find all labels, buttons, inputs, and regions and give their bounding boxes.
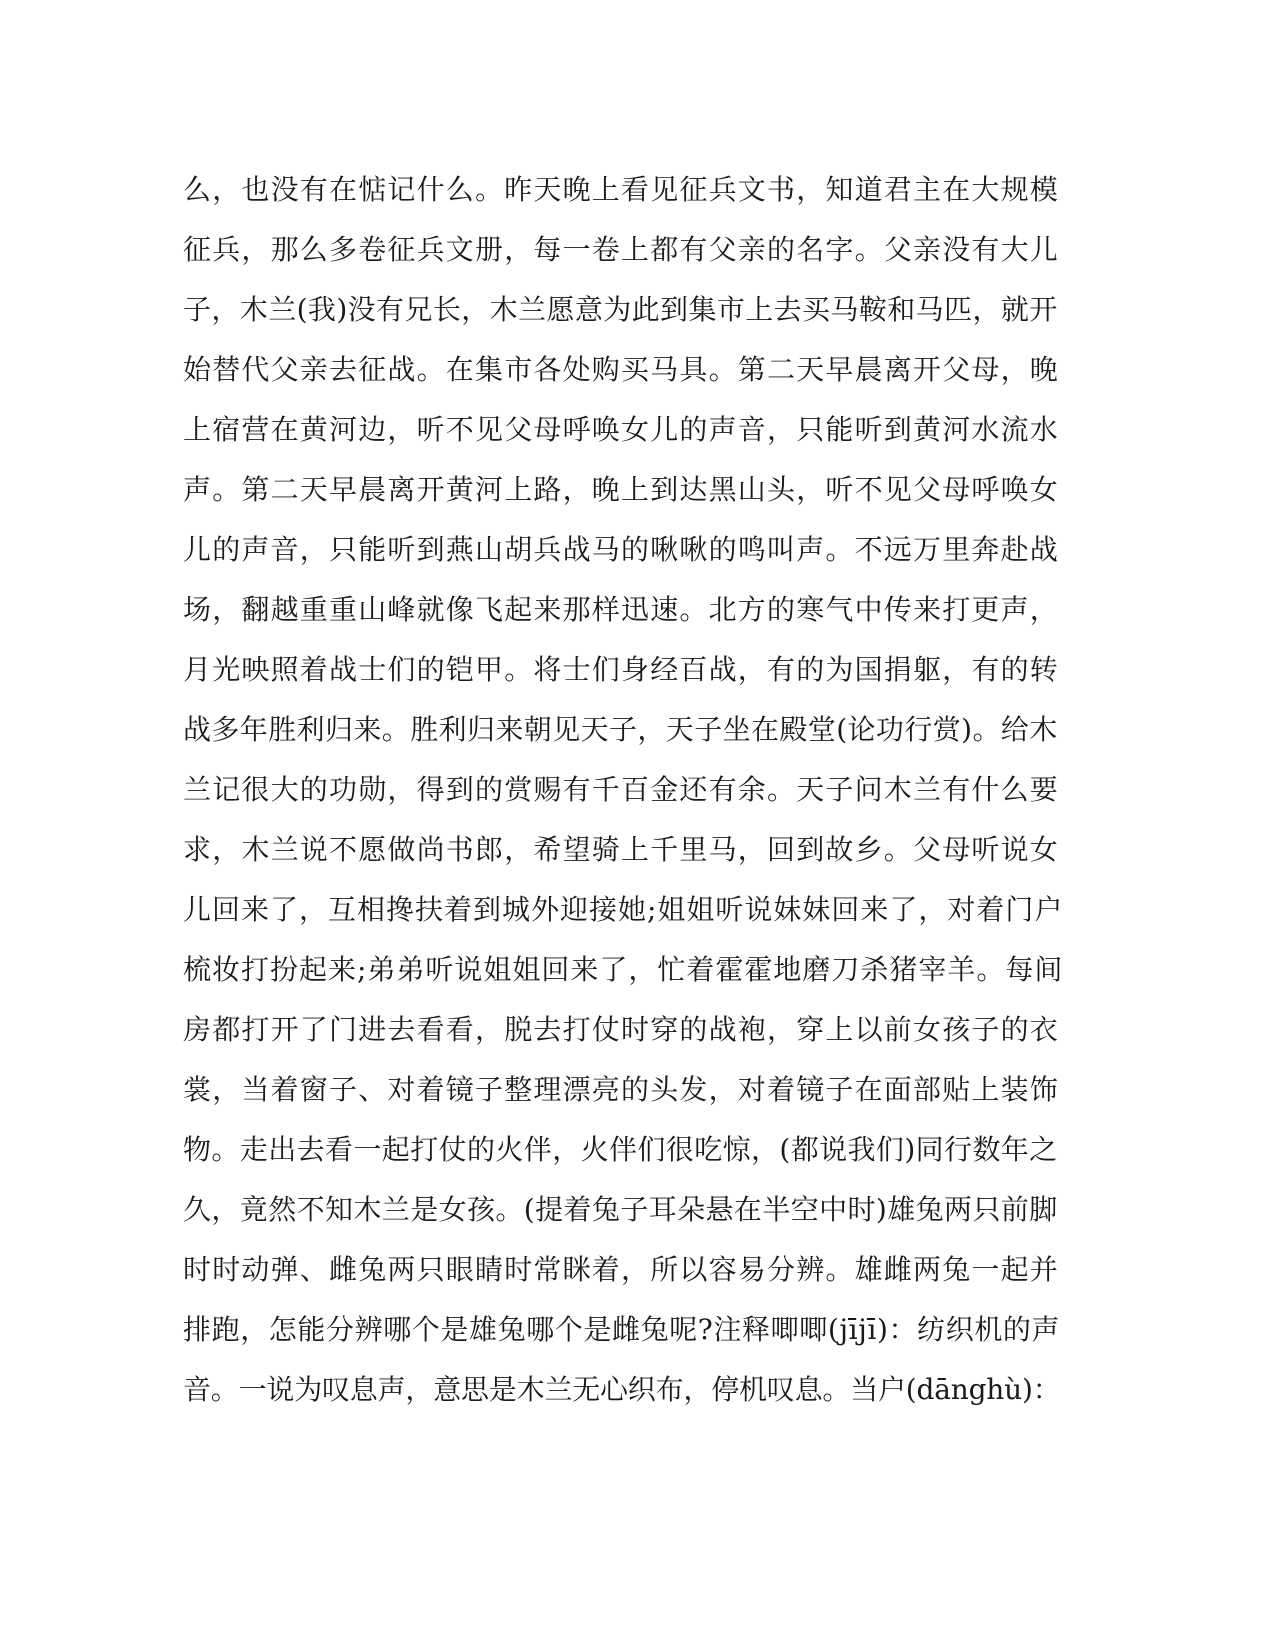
text-line: 儿的声音，只能听到燕山胡兵战马的啾啾的鸣叫声。不远万里奔赴战 (183, 533, 1060, 566)
text-line: 排跑，怎能分辨哪个是雄兔哪个是雌兔呢?注释唧唧(jījī)：纺织机的声 (183, 1313, 1061, 1346)
text-line: 战多年胜利归来。胜利归来朝见天子，天子坐在殿堂(论功行赏)。给木 (183, 713, 1058, 746)
text-line: 音。一说为叹息声，意思是木兰无心织布，停机叹息。当户(dānghù)： (183, 1373, 1061, 1406)
text-line: 子，木兰(我)没有兄长，木兰愿意为此到集市上去买马鞍和马匹，就开 (183, 293, 1058, 326)
text-line: 月光映照着战士们的铠甲。将士们身经百战，有的为国捐躯，有的转 (183, 653, 1060, 686)
text-line: 时时动弹、雌兔两只眼睛时常眯着，所以容易分辨。雄雌两兔一起并 (183, 1253, 1060, 1286)
text-line: 裳，当着窗子、对着镜子整理漂亮的头发，对着镜子在面部贴上装饰 (183, 1073, 1060, 1106)
text-line: 场，翻越重重山峰就像飞起来那样迅速。北方的寒气中传来打更声， (183, 593, 1060, 626)
text-line: 物。走出去看一起打仗的火伴，火伴们很吃惊，(都说我们)同行数年之 (183, 1133, 1058, 1166)
text-line: 久，竟然不知木兰是女孩。(提着兔子耳朵悬在半空中时)雄兔两只前脚 (183, 1193, 1058, 1226)
text-line: 儿回来了，互相搀扶着到城外迎接她;姐姐听说妹妹回来了，对着门户 (183, 893, 1064, 926)
text-line: 征兵，那么多卷征兵文册，每一卷上都有父亲的名字。父亲没有大儿 (183, 233, 1060, 266)
text-line: 房都打开了门进去看看，脱去打仗时穿的战袍，穿上以前女孩子的衣 (183, 1013, 1060, 1046)
text-line: 上宿营在黄河边，听不见父母呼唤女儿的声音，只能听到黄河水流水 (183, 413, 1060, 446)
text-line: 么，也没有在惦记什么。昨天晚上看见征兵文书，知道君主在大规模 (183, 173, 1060, 206)
text-line: 声。第二天早晨离开黄河上路，晚上到达黑山头，听不见父母呼唤女 (183, 473, 1060, 506)
text-line: 梳妆打扮起来;弟弟听说姐姐回来了，忙着霍霍地磨刀杀猪宰羊。每间 (183, 953, 1064, 986)
text-line: 始替代父亲去征战。在集市各处购买马具。第二天早晨离开父母，晚 (183, 353, 1060, 386)
text-line: 求，木兰说不愿做尚书郎，希望骑上千里马，回到故乡。父母听说女 (183, 833, 1060, 866)
body-text (183, 160, 1063, 1420)
text-line: 兰记很大的功勋，得到的赏赐有千百金还有余。天子问木兰有什么要 (183, 773, 1060, 806)
